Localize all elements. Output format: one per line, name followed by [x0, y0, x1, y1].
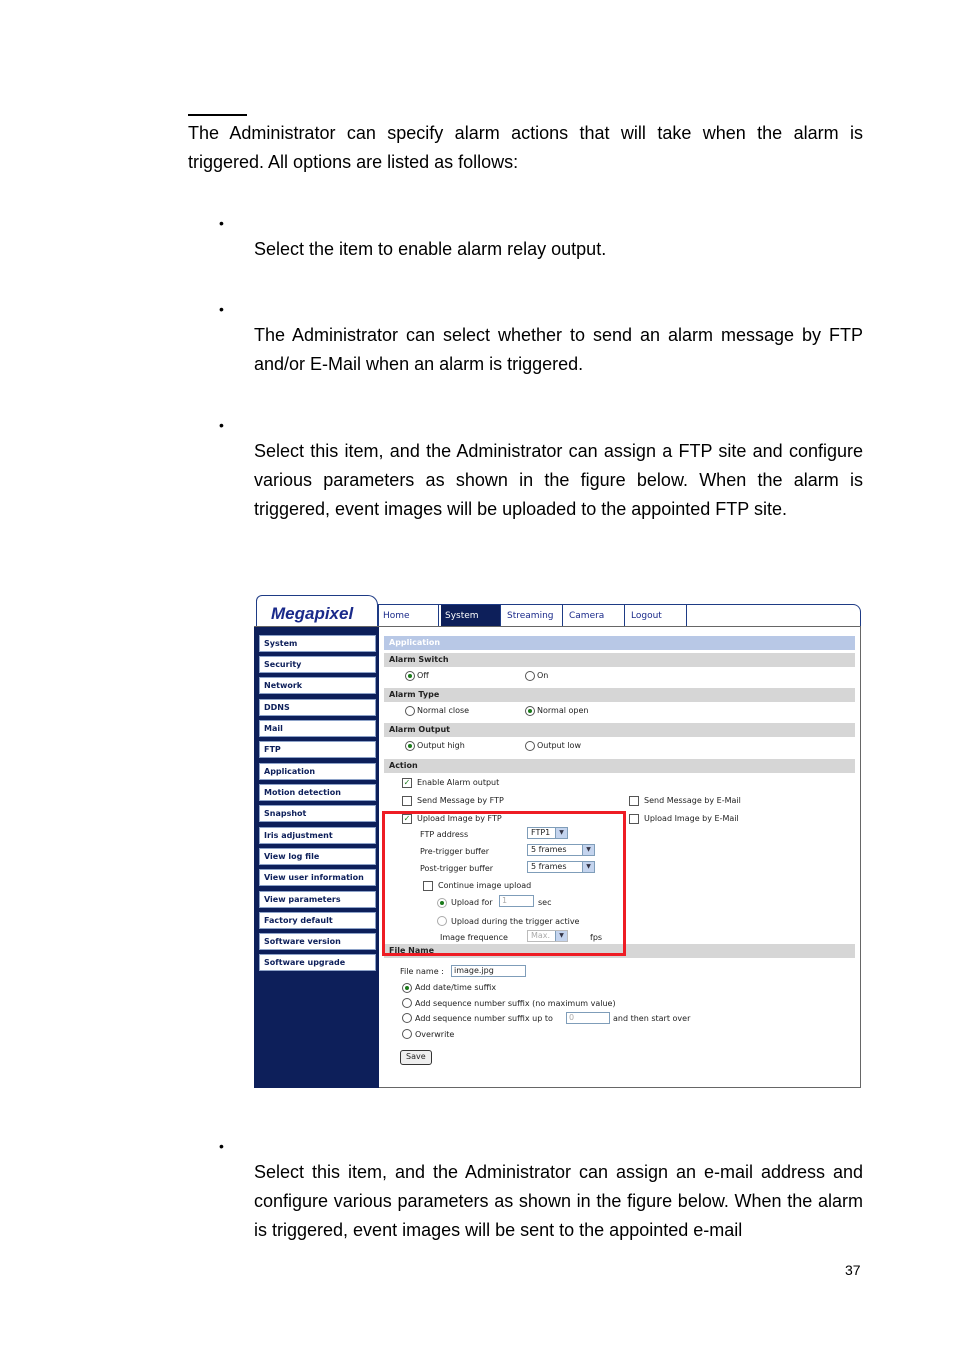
suffix-datetime-radio[interactable] — [402, 983, 412, 993]
sidebar-item-security[interactable]: Security — [259, 656, 376, 673]
tab-streaming[interactable]: Streaming — [503, 605, 563, 627]
suffix-sequence-upto-radio[interactable] — [402, 1013, 412, 1023]
ftp-address-value: FTP1 — [531, 828, 551, 837]
heading-underline — [188, 114, 247, 116]
post-trigger-label: Post-trigger buffer — [420, 864, 494, 873]
sidebar-item-software-version[interactable]: Software version — [259, 933, 376, 950]
sequence-upto-input[interactable]: 0 — [566, 1012, 610, 1024]
sidebar-item-ftp[interactable]: FTP — [259, 741, 376, 758]
overwrite-radio[interactable] — [402, 1029, 412, 1039]
alarm-switch-header: Alarm Switch — [384, 653, 855, 667]
upload-image-ftp-label: Upload Image by FTP — [417, 814, 502, 823]
alarm-switch-off-label: Off — [417, 671, 429, 680]
sec-label: sec — [538, 898, 552, 907]
bullet-marker: • — [219, 215, 224, 231]
overwrite-label: Overwrite — [415, 1030, 455, 1039]
pre-trigger-value: 5 frames — [531, 845, 567, 854]
alarm-type-header: Alarm Type — [384, 688, 855, 702]
tab-camera[interactable]: Camera — [565, 605, 625, 627]
alarm-switch-on-label: On — [537, 671, 549, 680]
enable-alarm-output-label: Enable Alarm output — [417, 778, 500, 787]
post-trigger-value: 5 frames — [531, 862, 567, 871]
bullet-marker: • — [219, 301, 224, 317]
sidebar — [254, 627, 379, 1088]
alarm-type-normal-close-label: Normal close — [417, 706, 470, 715]
bullet-marker: • — [219, 417, 224, 433]
send-message-ftp-label: Send Message by FTP — [417, 796, 504, 805]
web-ui-figure — [254, 593, 861, 1088]
fps-label: fps — [590, 933, 603, 942]
image-frequence-value: Max. — [531, 931, 551, 940]
page-number: 37 — [845, 1262, 861, 1278]
sidebar-item-iris-adjustment[interactable]: Iris adjustment — [259, 827, 376, 844]
sidebar-item-mail[interactable]: Mail — [259, 720, 376, 737]
suffix-sequence-label: Add sequence number suffix (no maximum value) — [415, 999, 616, 1008]
ftp-address-label: FTP address — [420, 830, 469, 839]
bullet-text-alarm-output: Select the item to enable alarm relay output. — [254, 239, 607, 259]
continue-upload-label: Continue image upload — [438, 881, 532, 890]
bullet-text-upload-email: Select this item, and the Administrator can assign an e-mail address and configure various parameters as shown in the figure below. When the alarm is triggered, event images will be sent to the appointed e-mail — [254, 1162, 863, 1240]
pre-trigger-label: Pre-trigger buffer — [420, 847, 490, 856]
sidebar-item-network[interactable]: Network — [259, 677, 376, 694]
tab-logout[interactable]: Logout — [627, 605, 687, 627]
then-start-over-label: and then start over — [613, 1014, 691, 1023]
chevron-down-icon: ▼ — [555, 828, 567, 838]
bullet-marker: • — [219, 1138, 224, 1154]
sidebar-item-application[interactable]: Application — [259, 763, 376, 780]
logo-tab — [256, 595, 378, 626]
ftp-settings-highlight — [382, 811, 626, 956]
alarm-output-high-label: Output high — [417, 741, 465, 750]
sidebar-item-software-upgrade[interactable]: Software upgrade — [259, 954, 376, 971]
sidebar-item-system[interactable]: System — [259, 635, 376, 652]
enable-alarm-output-checkbox[interactable]: ✓ — [403, 778, 411, 787]
image-frequence-label: Image frequence — [440, 933, 508, 942]
send-message-email-label: Send Message by E-Mail — [644, 796, 741, 805]
bullet-text-send-message: The Administrator can select whether to send an alarm message by FTP and/or E-Mail when an alarm is triggered. — [254, 325, 863, 374]
sidebar-item-snapshot[interactable]: Snapshot — [259, 805, 376, 822]
sidebar-item-motion-detection[interactable]: Motion detection — [259, 784, 376, 801]
upload-during-label: Upload during the trigger active — [451, 917, 580, 926]
tab-home[interactable]: Home — [379, 605, 439, 627]
chevron-down-icon: ▼ — [555, 931, 567, 941]
intro-paragraph: The Administrator can specify alarm actions that will take when the alarm is triggered. All options are listed as follows: — [188, 123, 863, 172]
alarm-switch-on-radio[interactable] — [525, 671, 535, 681]
alarm-switch-off-radio[interactable] — [405, 671, 415, 681]
send-message-email-checkbox[interactable] — [629, 796, 639, 806]
tab-system[interactable]: System — [441, 605, 501, 627]
sidebar-item-ddns[interactable]: DDNS — [259, 699, 376, 716]
upload-image-ftp-checkbox[interactable]: ✓ — [403, 814, 411, 823]
alarm-output-high-radio[interactable] — [405, 741, 415, 751]
alarm-type-normal-open-radio[interactable] — [525, 706, 535, 716]
upload-image-email-checkbox[interactable] — [629, 814, 639, 824]
chevron-down-icon: ▼ — [582, 862, 594, 872]
sidebar-item-factory-default[interactable]: Factory default — [259, 912, 376, 929]
file-name-header: File Name — [384, 944, 855, 958]
suffix-sequence-upto-label: Add sequence number suffix up to — [415, 1014, 553, 1023]
upload-for-label: Upload for — [451, 898, 493, 907]
file-name-input[interactable]: image.jpg — [451, 965, 526, 977]
suffix-sequence-radio[interactable] — [402, 998, 412, 1008]
sidebar-item-view-log-file[interactable]: View log file — [259, 848, 376, 865]
alarm-type-normal-open-label: Normal open — [537, 706, 589, 715]
logo: Megapixel — [271, 604, 354, 623]
alarm-output-low-label: Output low — [537, 741, 581, 750]
sidebar-item-view-parameters[interactable]: View parameters — [259, 891, 376, 908]
top-nav — [378, 604, 861, 627]
file-name-label: File name : — [400, 967, 444, 976]
upload-image-email-label: Upload Image by E-Mail — [644, 814, 739, 823]
save-button[interactable]: Save — [400, 1050, 432, 1065]
alarm-type-normal-close-radio[interactable] — [405, 706, 415, 716]
application-header: Application — [384, 636, 855, 650]
sidebar-item-view-user-information[interactable]: View user information — [259, 869, 376, 886]
send-message-ftp-checkbox[interactable] — [402, 796, 412, 806]
alarm-output-low-radio[interactable] — [525, 741, 535, 751]
bullet-text-upload-ftp: Select this item, and the Administrator can assign a FTP site and configure various parameters as shown in the figure below. When the alarm is triggered, event images will be uploaded to the appointed FTP site. — [254, 441, 863, 519]
upload-for-input[interactable]: 1 — [499, 895, 534, 907]
alarm-output-header: Alarm Output — [384, 723, 855, 737]
chevron-down-icon: ▼ — [582, 845, 594, 855]
suffix-datetime-label: Add date/time suffix — [415, 983, 497, 992]
action-header: Action — [384, 759, 855, 773]
